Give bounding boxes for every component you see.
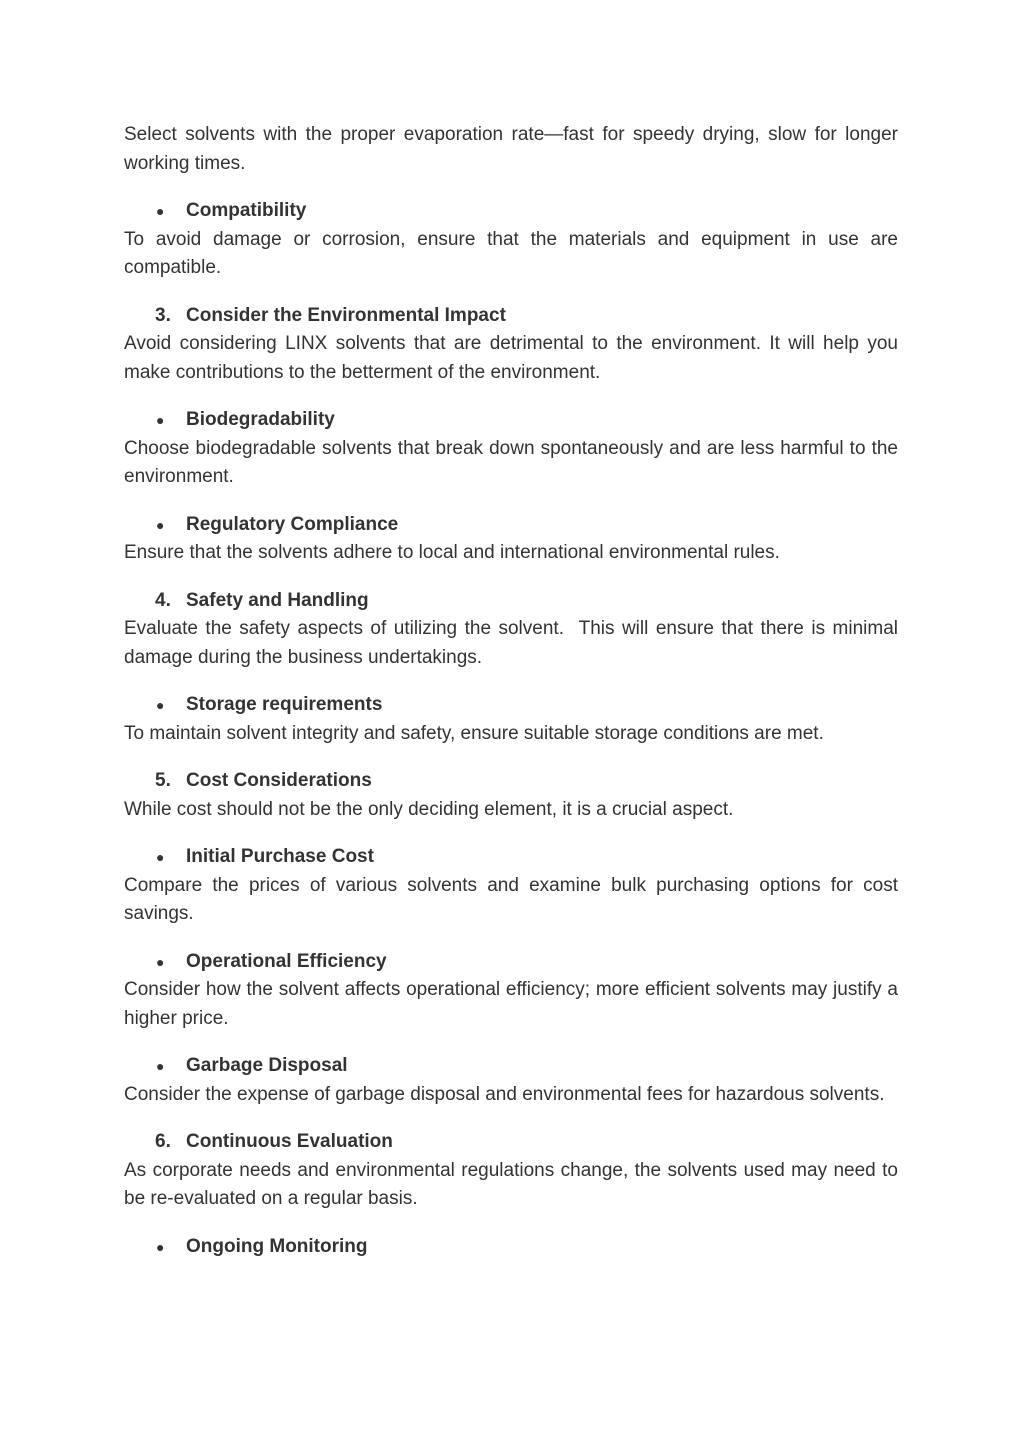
heading-text: Cost Considerations <box>186 770 372 791</box>
bullet-icon: ● <box>156 1058 165 1074</box>
paragraph: As corporate needs and environmental regulations change, the solvents used may need to be re-evaluated on a regular basis. <box>124 1159 898 1209</box>
bullet-icon: ● <box>156 203 165 219</box>
paragraph: To avoid damage or corrosion, ensure that the materials and equipment in use are compatible. <box>124 228 898 278</box>
paragraph: To maintain solvent integrity and safety, ensure suitable storage conditions are met. <box>124 722 824 744</box>
heading-text: Storage requirements <box>186 694 383 715</box>
heading-text: Initial Purchase Cost <box>186 846 374 867</box>
paragraph: Compare the prices of various solvents and examine bulk purchasing options for cost savings. <box>124 874 898 924</box>
paragraph: While cost should not be the only deciding element, it is a crucial aspect. <box>124 798 734 820</box>
bullet-icon: ● <box>156 412 165 428</box>
document-page <box>124 121 904 1261</box>
bullet-icon: ● <box>156 697 165 713</box>
bullet-heading <box>124 1052 898 1081</box>
bullet-heading <box>124 406 898 435</box>
heading-text: Consider the Environmental Impact <box>186 304 506 326</box>
paragraph: Choose biodegradable solvents that break down spontaneously and are less harmful to the environment. <box>124 437 898 487</box>
numbered-heading <box>124 1128 898 1157</box>
paragraph: Consider the expense of garbage disposal and environmental fees for hazardous solvents. <box>124 1083 885 1105</box>
bullet-heading <box>124 691 898 720</box>
list-number: 5. <box>155 770 171 791</box>
heading-text: Operational Efficiency <box>186 950 387 972</box>
paragraph: Select solvents with the proper evaporation rate—fast for speedy drying, slow for longer working times. <box>124 124 898 174</box>
numbered-heading <box>124 302 898 331</box>
list-number: 3. <box>155 304 171 326</box>
numbered-heading <box>124 767 898 796</box>
paragraph: Consider how the solvent affects operational efficiency; more efficient solvents may justify a higher price. <box>124 979 898 1029</box>
heading-text: Continuous Evaluation <box>186 1131 393 1152</box>
paragraph: Ensure that the solvents adhere to local and international environmental rules. <box>124 542 780 563</box>
heading-text: Regulatory Compliance <box>186 513 399 535</box>
bullet-icon: ● <box>156 516 165 533</box>
numbered-heading <box>124 587 898 616</box>
bullet-heading <box>124 843 898 872</box>
bullet-heading <box>124 1233 898 1262</box>
list-number: 6. <box>155 1131 171 1152</box>
bullet-heading <box>124 948 898 977</box>
heading-text: Ongoing Monitoring <box>186 1235 368 1257</box>
paragraph: Evaluate the safety aspects of utilizing the solvent. This will ensure that there is minimal damage during the business undertakings. <box>124 618 904 668</box>
bullet-icon: ● <box>156 849 165 865</box>
heading-text: Compatibility <box>186 200 307 221</box>
bullet-heading <box>124 197 898 226</box>
paragraph: Avoid considering LINX solvents that are detrimental to the environment. It will help you make contributions to the betterment of the environment. <box>124 333 898 383</box>
heading-text: Safety and Handling <box>186 589 369 611</box>
list-number: 4. <box>155 589 171 611</box>
heading-text: Biodegradability <box>186 409 335 430</box>
bullet-heading <box>124 511 898 540</box>
bullet-icon: ● <box>156 953 165 970</box>
bullet-icon: ● <box>156 1238 165 1255</box>
heading-text: Garbage Disposal <box>186 1055 348 1076</box>
